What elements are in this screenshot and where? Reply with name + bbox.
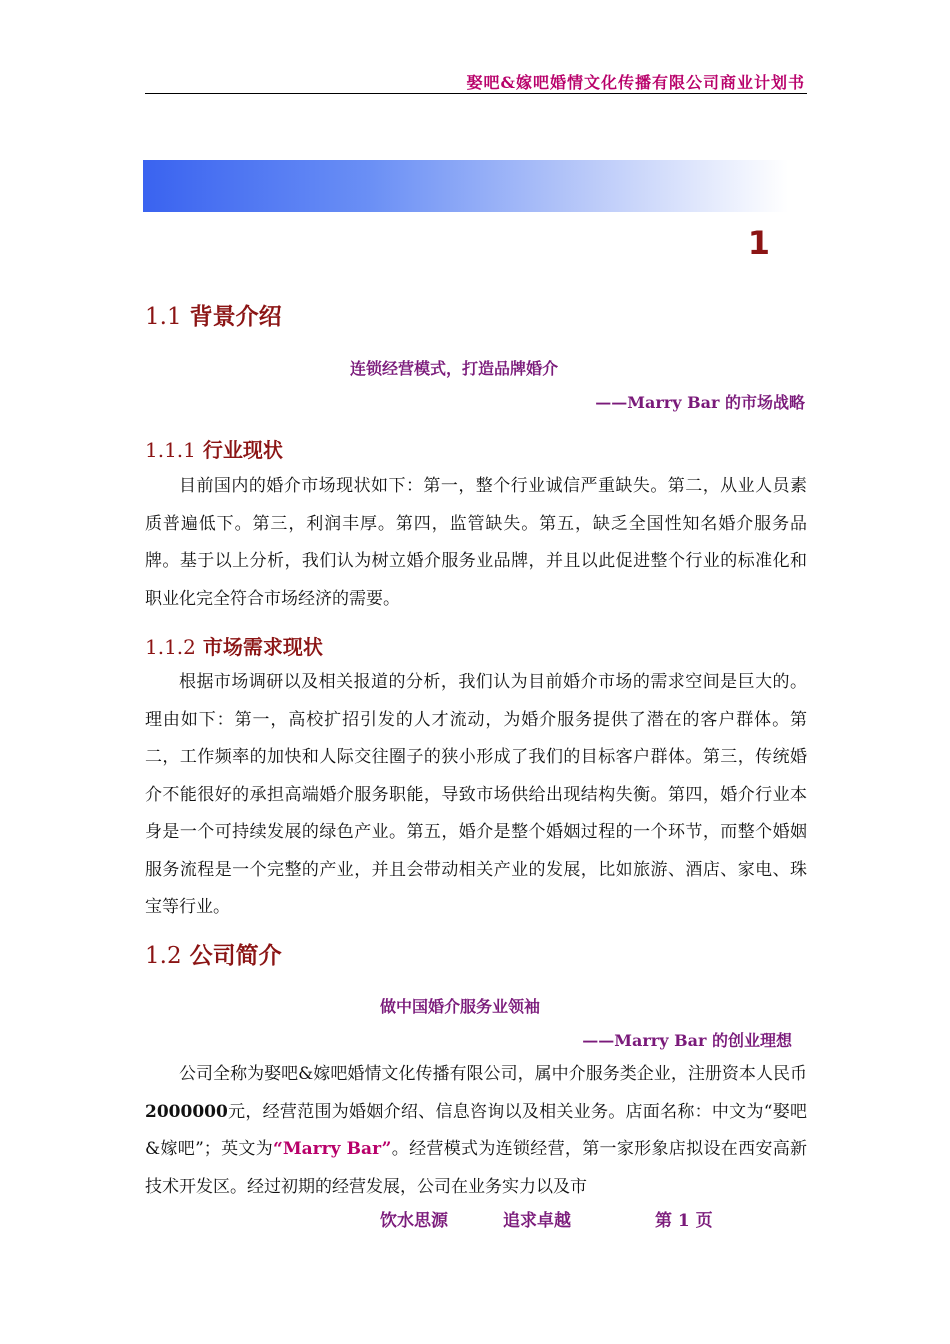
section-motto: 做中国婚介服务业领袖 xyxy=(380,997,541,1016)
subsection-heading-1-1-1 xyxy=(145,434,283,463)
paragraph-company-profile xyxy=(145,1056,807,1206)
subsection-number: 1.1.1 xyxy=(145,438,196,462)
chapter-number: 1 xyxy=(747,224,770,262)
section-heading-1-1 xyxy=(145,298,282,331)
footer-slogan-2: 追求卓越 xyxy=(503,1211,571,1231)
section-motto-attribution: ——Marry Bar 的市场战略 xyxy=(595,393,805,412)
section-number: 1.2 xyxy=(145,943,182,969)
subsection-title: 行业现状 xyxy=(202,438,283,462)
section-title: 公司简介 xyxy=(189,942,282,969)
registered-capital: 2000000 xyxy=(145,1101,228,1122)
english-brand-name: “Marry Bar” xyxy=(273,1139,392,1159)
paragraph-industry-status: 目前国内的婚介市场现状如下：第一，整个行业诚信严重缺失。第二，从业人员素质普遍低下。第三，利润丰厚。第四，监管缺失。第五，缺乏全国性知名婚介服务品牌。基于以上分析，我们认为树立婚介服务业品牌，并且以此促进整个行业的标准化和职业化完全符合市场经济的需要。 xyxy=(145,476,807,609)
header-divider xyxy=(145,93,807,94)
section-number: 1.1 xyxy=(145,304,182,330)
document-header-title: 娶吧&嫁吧婚情文化传播有限公司商业计划书 xyxy=(466,73,805,92)
footer-slogan-1: 饮水思源 xyxy=(380,1211,448,1231)
section-heading-1-2 xyxy=(145,937,282,970)
chapter-banner xyxy=(143,160,788,212)
profile-text-a: 公司全称为娶吧&嫁吧婚情文化传播有限公司，属中介服务类企业，注册资本人民币 xyxy=(179,1064,807,1084)
section-title: 背景介绍 xyxy=(189,303,282,330)
subsection-heading-1-1-2 xyxy=(145,631,323,660)
profile-text-c: 。经营模式为连锁经营，第一家形象店拟设在西安高新技术开发区。经过初期的经营发展，公司在业务实力以及市 xyxy=(145,1139,808,1197)
profile-text-b: 元，经营范围为婚姻介绍、信息咨询以及相关业务。店面名称：中文为“娶吧&嫁吧”；英文为 xyxy=(145,1101,807,1159)
subsection-title: 市场需求现状 xyxy=(202,635,323,659)
paragraph-market-demand: 根据市场调研以及相关报道的分析，我们认为目前婚介市场的需求空间是巨大的。理由如下：第一，高校扩招引发的人才流动，为婚介服务提供了潜在的客户群体。第二，工作频率的加快和人际交往圈子的狭小形成了我们的目标客户群体。第三，传统婚介不能很好的承担高端婚介服务职能，导致市场供给出现结构失衡。第四，婚介行业本身是一个可持续发展的绿色产业。第五，婚介是整个婚姻过程的一个环节，而整个婚姻服务流程是一个完整的产业，并且会带动相关产业的发展，比如旅游、酒店、家电、珠宝等行业。 xyxy=(145,672,807,917)
section-motto: 连锁经营模式，打造品牌婚介 xyxy=(350,359,559,378)
subsection-number: 1.1.2 xyxy=(145,635,196,659)
footer-page-number: 第 1 页 xyxy=(655,1211,713,1231)
section-motto-attribution: ——Marry Bar 的创业理想 xyxy=(582,1031,792,1050)
